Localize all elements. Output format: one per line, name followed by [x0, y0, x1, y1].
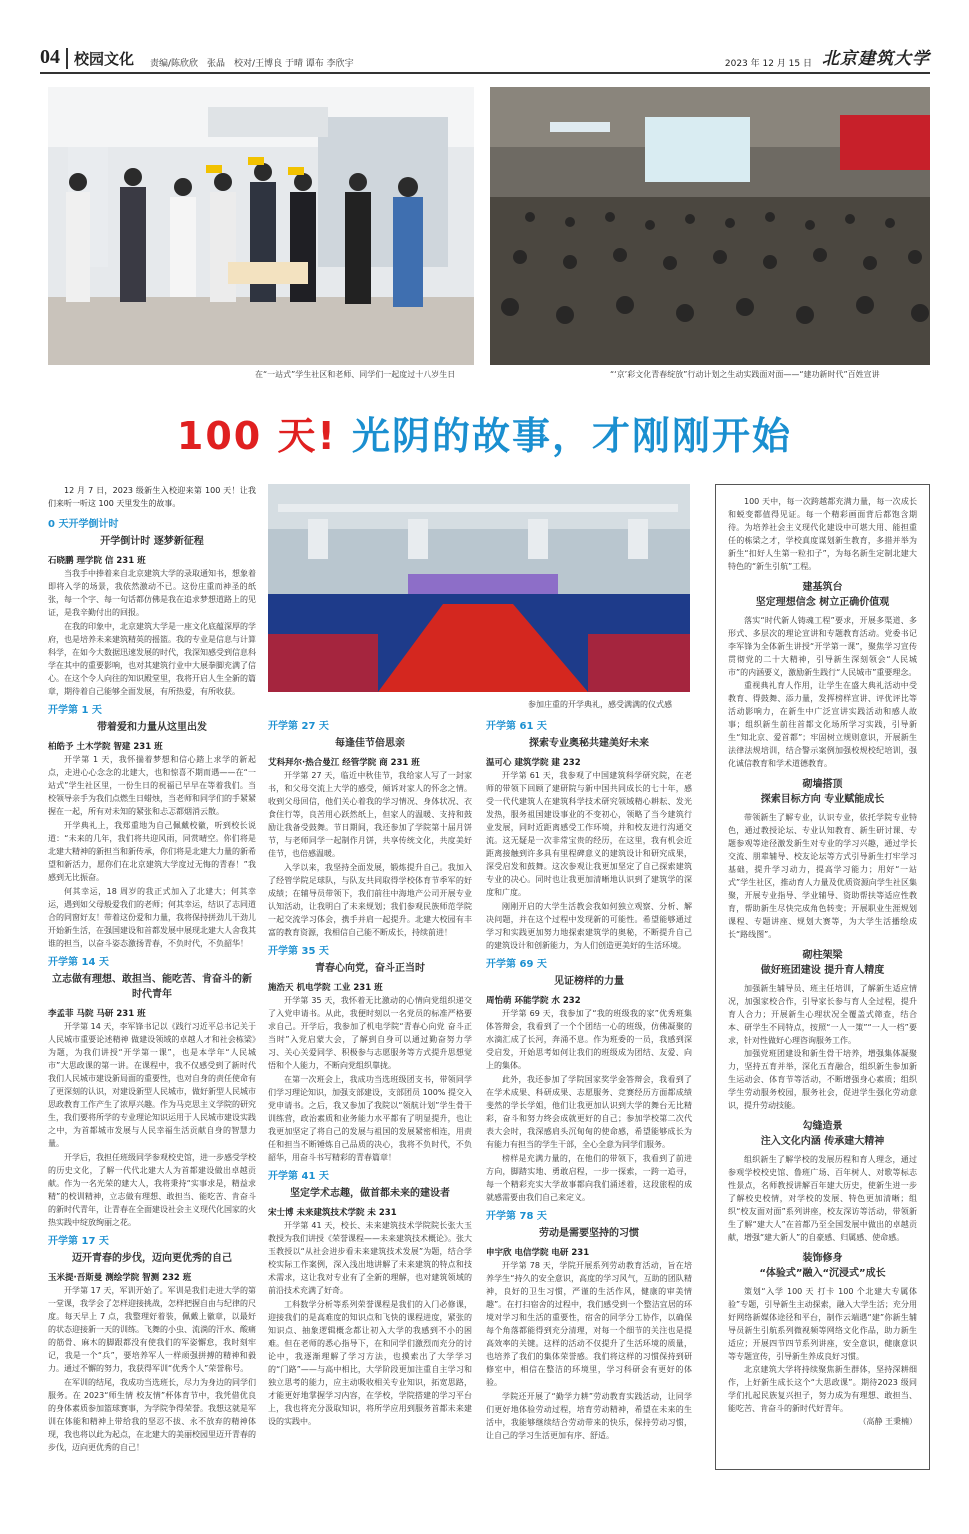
- day17-label: 开学第 17 天: [48, 1236, 109, 1247]
- day61-label: 开学第 61 天: [486, 721, 547, 732]
- day35-title: 青春心向党，奋斗正当时: [315, 963, 425, 974]
- sidebar-s2-subheading: 探索目标方向 专业赋能成长: [760, 794, 885, 805]
- day27-title: 每逢佳节倍思亲: [335, 738, 405, 749]
- day61-p2: 刚刚开启的大学生活教会我如何独立观察、分析、解决问题，并在这个过程中发现新的可能性。希望能够通过学习和实践更加努力地探索建筑学的奥秘，不断提升自己的建筑设计和创新能力，为人们创造更美好的生活环境。: [486, 902, 692, 950]
- day0-byline: 石晓鹏 理学院 信 231 班: [48, 556, 146, 566]
- day17-byline: 玉米提·吾斯曼 测绘学院 智测 232 班: [48, 1273, 192, 1283]
- day14-label: 开学第 14 天: [48, 957, 109, 968]
- sidebar-s1-subheading: 坚定理想信念 树立正确价值观: [755, 597, 890, 608]
- column-2: [268, 714, 472, 1479]
- day27-p1: 开学第 27 天，临近中秋佳节，我给家人写了一封家书，和父母交流上大学的感受，倾诉对家人的怀念之情。收到父母回信，他们关心着我的学习情况、身体状况、衣食住行等，良苦用心跃然纸上，但家人的温暖、支持和鼓励让我备受鼓舞。节日期间，我还参加了学院第十届月饼节，与老师同学一起制作月饼，共享传统文化，共度美好佳节，也倍感温暖。: [268, 771, 472, 858]
- day14-title: 立志做有理想、敢担当、能吃苦、肯奋斗的新时代青年: [52, 974, 252, 1000]
- day17-title: 迈开青春的步伐，迈向更优秀的自己: [72, 1253, 232, 1264]
- day69-title: 见证榜样的力量: [554, 976, 624, 987]
- day35-p2: 在第一次班会上，我成功当选班级团支书，带领同学们学习理论知识，加强支部建设，支部团员 100% 提交入党申请书。之后，我又参加了我院以“领航计划”学生骨干训练营，政治素质和业务能力水平都有了明显提升，也让我更加坚定了将自己的发展与祖国的发展紧密相连，用责任和担当不断锤炼自己品质的决心，我将不负时代，不负韶华，用奋斗书写精彩的青春篇章！: [268, 1075, 472, 1162]
- intro-paragraph: 12 月 7 日，2023 级新生入校迎来第 100 天！让我们来听一听这 100 天里发生的故事。: [48, 486, 256, 508]
- editors-line: 责编/陈欣欣 张晶 校对/王博良 于晴 谭布 李欣宇: [150, 59, 354, 69]
- sidebar-s4-subheading: 注入文化内涵 传承建大精神: [760, 1136, 885, 1147]
- sidebar-s5-p1: 策划“入学 100 天 打卡 100 个北建大专属体验”专题，引导新生主动探索，融入大学生活；充分用好网络新媒体途径和平台，制作云端遇“建”你新生辅导员新生引航系列微视频等网络文化作品，助力新生适应；开展四节四节系列讲座，安全意识，健康意识等专题宣传，引导新生养成良好习惯。: [728, 1287, 917, 1361]
- day35-label: 开学第 35 天: [268, 946, 329, 957]
- sidebar-box: [715, 484, 930, 1470]
- sidebar-s1-p1: 落实“时代新人铸魂工程”要求，开展多渠道、多形式、多层次的理论宣讲和专题教育活动。党委书记李军锋为全体新生讲授“开学第一课”，聚焦学习宣传贯彻党的二十大精神，引导新生深刻领会“人民城市”的内涵要义，激励新生践行“人民城市”重要理念。: [728, 616, 917, 677]
- day78-p1: 开学第 78 天，学院开展系列劳动教育活动，旨在培养学生“持久的安全意识，高度的学习风气，互助的团队精神，良好的卫生习惯，严谨的生活作风，健康的审美情趣”。在打扫宿舍的过程中，我们感受到一个整洁宜居的环境对学习和生活的重要性，宿舍的同学分工协作，以确保每个角落都能得到充分清理，对每一个细节的关注也是提高效率的关键。这样的活动不仅提升了生活环境的质量，也培养了我们的集体荣誉感。我们将这样的习惯保持到研修室中，相信在整洁的环境里，学习科研会有更好的体验。: [486, 1261, 692, 1387]
- sidebar-s2-heading: 砌墙搭顶: [802, 779, 843, 790]
- day17-p2: 在军训的结尾，我成功当选班长，尽力为身边的同学们服务。在 2023“师生情 校友情”杯体育节中，我凭借优良的身体素质参加篮球赛事，为学院争得荣誉。我想这就是军训在体能和精神上带给我的坚忍不拔、永不放弃的精神体现，我也将以此为起点，在北建大的美丽校园里迈开青春的步伐，迈向更优秀的自己！: [48, 1378, 256, 1452]
- day0-p2: 在我的印象中，北京建筑大学是一座文化底蕴深厚的学府，也是培养未来建筑精英的摇篮。我的专业是信息与计算科学，在如今大数据迅速发展的时代，我深知感受到信息科学在其中的重要影响，也对其建筑行业中大展拳脚充满了信心。在这个令人向往的知识殿堂里，我将开启人生全新的篇章，期待着自己能够全面发展，有所热爱，有所收获。: [48, 622, 256, 696]
- day69-label: 开学第 69 天: [486, 959, 547, 970]
- university-logo-text: 北京建筑大学: [822, 49, 930, 69]
- section-title: 校园文化: [66, 48, 134, 69]
- day1-p3: 何其幸运，18 周岁的我正式加入了北建大；何其幸运，遇到如父母般爱我们的老师；何其幸运，结识了志同道合的同窗好友！带着这份爱和力量，我将保持拼劲儿干劲儿开始新生活，在强国建设和首都发展中展现北建大人舍我其谁的担当，以奋斗姿态激扬青春，不负时代，不负韶华！: [48, 887, 256, 948]
- day14-p1: 开学第 14 天，李军锋书记以《践行习近平总书记关于人民城市重要论述精神 做建设领域的卓越人才和社会栋梁》为题，为我们讲授“开学第一课”，也是本学年“人民城市”大思政课的第一讲。在课程中，我不仅感受到了新时代我们人民城市建设新局面的重要性，也对自身的责任使命有了更深刻的认识，对建设新型人民城市，做好新型人民城市思政教育工作产生了浓厚兴趣。作为马克思主义学院的研究生，我们要将所学的专业理论知识运用于人民城市建设实践之中，为首都城市发展与人民幸福生活贡献自身的智慧力量。: [48, 1022, 256, 1148]
- day61-byline: 温可心 建筑学院 建 232: [486, 758, 581, 768]
- sidebar-s4-p1: 组织新生了解学校的发展历程和育人理念，通过参观学校校史馆、鲁班广场、百年树人、对歌等标志性景点，名师教授讲解百年建大历史，使新生进一步了解校史校情，对学校的发展、特色更加清晰；组织“校友面对面”系列讲座，校友深访等活动，带领新生了解“建大人”在首都乃至全国发展中做出的卓越贡献，增强“建大新人”的自豪感、归属感、使命感。: [728, 1155, 917, 1242]
- day41-title: 坚定学术志趣，做首都未来的建设者: [290, 1188, 450, 1199]
- opening-ceremony-photo: [268, 484, 690, 692]
- day14-p2: 开学后，我担任班级同学参观校史馆，进一步感受学校的历史文化，了解一代代北建大人为首都建设做出卓越贡献。作为一名光荣的建大人，我将秉持“实事求是，精益求精”的校训精神，立志做有理想、敢担当、能吃苦、肯奋斗的新时代青年，让青春在全面建设社会主义现代化国家的火热实践中绽放绚丽之花。: [48, 1153, 256, 1227]
- lecture-hall-photo: [490, 87, 930, 365]
- sidebar-s1-heading: 建基筑台: [802, 582, 843, 593]
- sidebar-s4-heading: 勾缝造景: [802, 1121, 843, 1132]
- sidebar-s3-p2: 加强党班团建设和新生骨干培养，增强集体凝聚力，坚持五育并举，深化五育融合，组织新生参加新生运动会、体育节等活动，不断增强身心素质；组织学生劳动服务校园，服务社会，促进学生强化劳动意识，提升劳动技能。: [728, 1049, 917, 1110]
- day41-p1: 开学第 41 天，校长、未来建筑技术学院院长张大玉教授为我们讲授《荣誉课程——未来建筑技术概论》。张大玉教授以“从社会进步看未来建筑技术发展”为题，结合学校实际工作案例，深入浅出地讲解了未来建筑的特点和技术需求，这让我对专业有了全新的理解，也对建筑领域的前沿技术充满了好奇。: [268, 1221, 472, 1295]
- main-headline: [0, 405, 969, 460]
- day1-p2: 开学典礼上，我郑重地为自己佩戴校徽，听到校长说道：“未来的几年，我们将共迎风雨，同赏晴空。你们将是北建大精神的新担当和新传承，你们将是北建大力量的新希望和新活力，愿你们在北京建筑大学度过无悔的青春！”我感到无比振奋。: [48, 821, 256, 882]
- day61-title: 探索专业奥秘共建美好未来: [529, 738, 649, 749]
- day69-p3: 榜样是充满力量的，在他们的带领下，我看到了前进方向，脚踏实地、勇敢启程，一步一探索，一跨一追寻，每一个精彩充实大学故事都向我们涌述着，这段旅程的成就感需要由我们自己来定义。: [486, 1154, 692, 1202]
- sidebar-s5-heading: 装饰修身: [802, 1253, 843, 1264]
- intro-text: [48, 484, 256, 510]
- left-photo-caption: 在“一站式”学生社区和老师、同学们一起度过十八岁生日: [255, 370, 456, 379]
- day0-label: 0 天开学倒计时: [48, 519, 119, 530]
- sidebar-s5-subheading: “体验式”融入“沉浸式”成长: [759, 1268, 886, 1279]
- sidebar-s2-p1: 带领新生了解专业，认识专业，依托学院专业特色，通过教授论坛、专业认知教育、新生研讨课、专题参观等途径激发新生对专业的学习兴趣，通过学长交流、朋辈辅导、校友论坛等方式引导新生打牢学习基础，提升学习动力，提高学习能力；用好“一站式”学生社区，推动育人力量及优质资源向学生社区集聚，开展专业指导、学业辅导、资助帮扶等适应性教育，帮助新生尽快完成角色转变；开展职业生涯规划课程、专题讲座、规划大赛等，为大学生活播绘成长“路线图”。: [728, 813, 917, 939]
- page-header: [40, 48, 930, 74]
- column-3: [486, 714, 692, 1479]
- day14-byline: 李孟菲 马院 马研 231 班: [48, 1009, 146, 1019]
- day78-byline: 申宇欣 电信学院 电研 231: [486, 1248, 590, 1258]
- day69-p1: 开学第 69 天，我参加了“我的班级我的家”优秀班集体答辩会，我看到了一个个团结一心的班级，仿佛凝聚的水滴汇成了长河，奔涌不息。作为班委的一员，我感到深受启发，开始思考如何让我们的班级成为团结、友爱、向上的集体。: [486, 1009, 692, 1070]
- birthday-photo: [48, 87, 474, 365]
- day78-p2: 学院还开展了“勤学力耕”劳动教育实践活动，让同学们更好地体验劳动过程，培育劳动精神，希望在未来的生活中，我能够继续结合劳动带来的快乐，保持劳动习惯，让自己的学习生活更加有序、舒适。: [486, 1392, 692, 1440]
- sidebar-s5-p2: 北京建筑大学将持续聚焦新生群体，坚持深耕细作，上好新生成长这个“大思政课”。期待2023 级同学们扎起民族复兴担子，努力成为有理想、敢担当、能吃苦、肯奋斗的新时代好青年。: [728, 1365, 917, 1413]
- day41-byline: 宋士博 未来建筑技术学院 未 231: [268, 1208, 397, 1218]
- page-number: 04: [40, 46, 60, 68]
- day78-label: 开学第 78 天: [486, 1211, 547, 1222]
- day27-p2: 入学以来，我坚持全面发展，锻炼提升自己。我加入了经管学院足球队，与队友共同取得学校体育节季军的好成绩；在辅导员带领下，我们前往中海地产公司开展专业认知活动，让我明白了未来规划；我们参观民族师范学院一起交流学习体会，携手并肩一起提升。北建大校园有丰富的教育资源，我相信自己能不断成长，持续前进！: [268, 863, 472, 937]
- day41-p2: 工科数学分析等系列荣誉课程是我们的入门必修课，迎接我们的是高难度的知识点和飞快的课程进度，紧张的知识点、抽象逻辑概念都让初入大学的我感到不小的困难。但在老师的悉心指导下，在和同学们激烈而充分的讨论中，我逐渐理解了学习方法，也摸索出了大学学习的“门路”——与高中相比，大学阶段更加注重自主学习和独立思考的能力，应主动吸收相关专业知识，拓宽思路，才能更好地掌握学习内容，在学校，学院搭建的学习平台上，我也将充分汲取知识，将所学应用到服务首都未来建设的实践中。: [268, 1300, 472, 1426]
- day27-label: 开学第 27 天: [268, 721, 329, 732]
- day69-byline: 周怡萌 环能学院 水 232: [486, 996, 581, 1006]
- day1-label: 开学第 1 天: [48, 705, 102, 716]
- day0-p1: 当我手中捧着来自北京建筑大学的录取通知书，想象着即将入学的场景，我依然激动不已。这份庄重而神圣的纸张，每一个字、每一句话都仿佛是我在追求梦想道路上的见证，是我辛勤付出的回报。: [48, 569, 256, 617]
- day27-byline: 艾科拜尔·热合曼江 经管学院 商 231 班: [268, 758, 420, 768]
- day1-title: 带着爱和力量从这里出发: [97, 722, 207, 733]
- middle-photo-caption: 参加庄重的开学典礼，感受满满的仪式感: [528, 700, 672, 709]
- sidebar-s3-p1: 加强新生辅导员、班主任培训，了解新生适应情况，加强家校合作，引导家长参与育人全过程，提升育人合力；开展新生心理状况全覆盖式筛查，结合本、研学生不同特点，按照“一人一策”“一人一档”要求，针对性做好心理咨询服务工作。: [728, 984, 917, 1045]
- day35-p1: 开学第 35 天，我怀着无比激动的心情向党组织递交了入党申请书。从此，我便时刻以一名党员的标准严格要求自己。开学后，我参加了机电学院“青春心向党 奋斗正当时”入党启蒙大会，了解到自身可以通过勤奋努力学习、关心关爱同学、积极参与志愿服务等方式提升思想觉悟和个人能力，不断向党组织靠拢。: [268, 996, 472, 1070]
- right-photo-caption: “‘京’彩文化青春绽放”行动计划之生动实践面对面——“建功新时代”百姓宣讲: [610, 370, 880, 379]
- sidebar-s1-p2: 重视典礼育人作用，让学生在盛大典礼活动中受教育、得鼓舞、添力量，发挥榜样宣讲、评优评比等活动影响力，在新生中广泛宣讲实践活动和感人故事；组织新生前往首都文化场所学习实践，引导新生“知北京、爱首都”；牢固树立规则意识，开展新生法律法规培训，结合警示案例加强校规校纪培训，强化诚信教育和学术道德教育。: [728, 681, 917, 768]
- day17-p1: 开学第 17 天，军训开始了。军训是我们走进大学的第一堂课，我学会了怎样迎接挑战，怎样把握自由与纪律的尺度。每天早上 7 点，我整理好着装，佩戴上徽章，以最好的状态迎接新一天的训练。飞舞的小虫、流淌的汗水、酸痛的筋骨、麻木的脚跟都没有使我们的军姿懈怠，我时刻牢记，我是一个“兵”，要培养军人一样顽强拼搏的精神和毅力。通过不懈的努力，我获得军训“优秀个人”荣誉称号。: [48, 1286, 256, 1373]
- sidebar-signature: （高静 王秉楠）: [858, 1417, 917, 1426]
- day1-byline: 柏皓予 土木学院 智建 231 班: [48, 742, 163, 752]
- column-1: [48, 512, 256, 1477]
- sidebar-intro: 100 天中，每一次跨越都充满力量，每一次成长和蜕变都值得见证。每一个精彩画面背后都饱含期待。为培养社会主义现代化建设中可堪大用、能担重任的栋梁之才，学校真度谋划新生教育，多措并举为新生“扣好人生第一粒扣子”，为每名新生定制北建大特色的“新生引航”工程。: [728, 497, 917, 571]
- sidebar-s3-heading: 砌柱架梁: [802, 950, 843, 961]
- day35-byline: 施浩天 机电学院 工业 231 班: [268, 983, 383, 993]
- day0-title: 开学倒计时 逐梦新征程: [100, 536, 204, 547]
- day61-p1: 开学第 61 天，我参观了中国建筑科学研究院，在老师的带领下回顾了建研院与新中国共同成长的七十年，感受一代代建筑人在建筑科学技术研究领域精心耕耘、发光发热，服务祖国建设事业的不变初心，领略了当今建筑行业发展，同时近距离感受工作环境，并和校友进行沟通交流。这无疑是一次非常宝贵的经历，在这里，我有机会近距离接触到许多具有里程碑意义的建筑设计和研究成果，深受启发和鼓舞。这次参观让我更加坚定了自己探索建筑专业的决心。同时也让我更加清晰地认识到了建筑学的深度和广度。: [486, 771, 692, 897]
- day1-p1: 开学第 1 天，我怀揣着梦想和信心踏上求学的新起点，走进心心念念的北建大，也和惊喜不期而遇——在“一站式”学生社区里，一份生日的祝福已早早在等着我们。当校领导亲手为我们点燃生日蜡烛，当老师和同学们的手紧紧握在一起，所有对未知的紧张和忐忑都烟消云散。: [48, 755, 256, 816]
- headline-blue: 光阴的故事，才刚刚开始: [352, 414, 793, 458]
- day78-title: 劳动是需要坚持的习惯: [539, 1228, 639, 1239]
- sidebar-s3-subheading: 做好班团建设 提升育人精度: [760, 965, 885, 976]
- issue-date: 2023 年 12 月 15 日: [724, 59, 812, 69]
- day69-p2: 此外，我还参加了学院国家奖学金答辩会，我看到了在学术成果、科研成果、志愿服务、竞赛经历方面都成绩斐然的学长学姐，他们让我更加认识到大学的舞台无比精彩，奋斗和努力终会成就更好的自己；参加学校第二次代表大会时，我深感肩头沉甸甸的使命感，希望能够成长为有能力有担当的学生干部，全心全意为同学们服务。: [486, 1075, 692, 1149]
- headline-red: 100 天!: [176, 414, 337, 458]
- day41-label: 开学第 41 天: [268, 1171, 329, 1182]
